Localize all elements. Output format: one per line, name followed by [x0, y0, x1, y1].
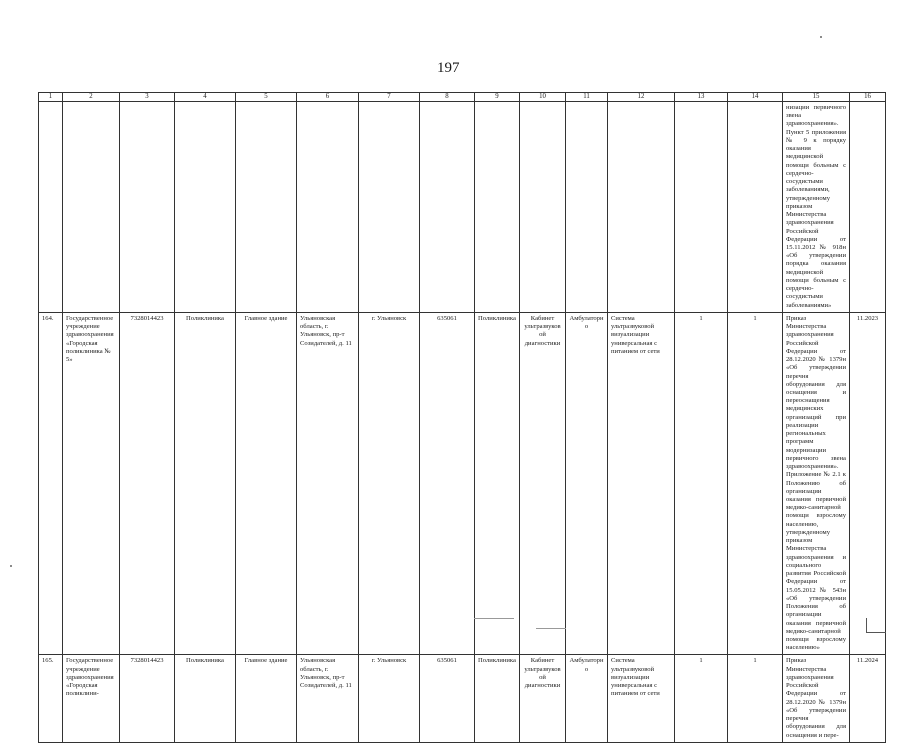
- institution-cell: Государственное учреждение здравоохранения «Городская поликлиника № 5»: [63, 312, 120, 655]
- equipment-cell: Система ультразвуковой визуализации универсальная с питанием от сети: [608, 312, 675, 655]
- unit-cell: Поликлиника: [475, 312, 520, 655]
- legal-basis-cell: Приказ Министерства здравоохранения Российской Федерации от 28.12.2020 № 1379н «Об утверждении перечня оборудования для оснащения и пере-: [783, 655, 850, 742]
- unit-cell: Поликлиника: [475, 655, 520, 742]
- column-header: 16: [850, 93, 886, 102]
- legal-basis-cell: низации первичного звена здравоохранения». Пункт 5 приложения № 9 к порядку оказания медицинской помощи больным с сердечно-сосудистыми заболеваниями, утвержденному приказом Министерства здравоохранения Российской Федерации от 15.11.2012 № 918н «Об утверждении порядка оказания медицинской помощи больным с сердечно-сосудистыми заболеваниями»: [783, 102, 850, 313]
- building-cell: Главное здание: [236, 312, 297, 655]
- quantity-cell: 1: [728, 312, 783, 655]
- table-row: [39, 312, 886, 655]
- column-header: 6: [297, 93, 359, 102]
- care-type-cell: Амбулаторно: [566, 655, 608, 742]
- scan-mark: [866, 618, 886, 633]
- column-header: 9: [475, 93, 520, 102]
- column-header: 11: [566, 93, 608, 102]
- institution-cell: Государственное учреждение здравоохранения «Городская поликлини-: [63, 655, 120, 742]
- column-header: 5: [236, 93, 297, 102]
- scan-mark: [474, 618, 514, 619]
- column-number-row: [39, 93, 886, 102]
- okpo-cell: 635061: [420, 655, 475, 742]
- equipment-cell: Система ультразвуковой визуализации универсальная с питанием от сети: [608, 655, 675, 742]
- equipment-table: [38, 92, 886, 743]
- legal-basis-cell: Приказ Министерства здравоохранения Российской Федерации от 28.12.2020 № 1379н «Об утверждении перечня оборудования для оснащения и переоснащения медицинских организаций при реализации региональных программ модернизации первичного звена здравоохранения». Приложение № 2.1 к Положению об организации оказания первичной медико-санитарной помощи взрослому населению, утвержденному приказом Министерства здравоохранения и социального развития Российской Федерации от 15.05.2012 № 543н «Об утверждении Положения об организации оказания первичной медико-санитарной помощи взрослому населению»: [783, 312, 850, 655]
- quantity-cell: 1: [728, 655, 783, 742]
- building-cell: Главное здание: [236, 655, 297, 742]
- inn-cell: 7328014423: [120, 655, 175, 742]
- table-row-continued: [39, 102, 886, 313]
- scan-mark: [10, 565, 12, 567]
- city-cell: г. Ульяновск: [359, 312, 420, 655]
- date-cell: 11.2023: [850, 312, 886, 655]
- okpo-cell: 635061: [420, 312, 475, 655]
- room-cell: Кабинет ультразвуковой диагностики: [520, 655, 566, 742]
- scan-mark: [536, 628, 566, 629]
- column-header: 1: [39, 93, 63, 102]
- column-header: 8: [420, 93, 475, 102]
- column-header: 15: [783, 93, 850, 102]
- column-header: 10: [520, 93, 566, 102]
- column-header: 7: [359, 93, 420, 102]
- table-row: [39, 655, 886, 742]
- quantity-cell: 1: [675, 312, 728, 655]
- date-cell: 11.2024: [850, 655, 886, 742]
- address-cell: Ульяновская область, г. Ульяновск, пр-т Созидателей, д. 11: [297, 312, 359, 655]
- column-header: 2: [63, 93, 120, 102]
- room-cell: Кабинет ультразвуковой диагностики: [520, 312, 566, 655]
- column-header: 3: [120, 93, 175, 102]
- column-header: 12: [608, 93, 675, 102]
- column-header: 13: [675, 93, 728, 102]
- inn-cell: 7328014423: [120, 312, 175, 655]
- care-type-cell: Амбулаторно: [566, 312, 608, 655]
- page-number: 197: [437, 60, 460, 76]
- row-number: 165.: [39, 655, 63, 742]
- division-cell: Поликлиника: [175, 655, 236, 742]
- quantity-cell: 1: [675, 655, 728, 742]
- division-cell: Поликлиника: [175, 312, 236, 655]
- column-header: 14: [728, 93, 783, 102]
- scan-mark: [820, 36, 822, 38]
- column-header: 4: [175, 93, 236, 102]
- city-cell: г. Ульяновск: [359, 655, 420, 742]
- address-cell: Ульяновская область, г. Ульяновск, пр-т Созидателей, д. 11: [297, 655, 359, 742]
- row-number: 164.: [39, 312, 63, 655]
